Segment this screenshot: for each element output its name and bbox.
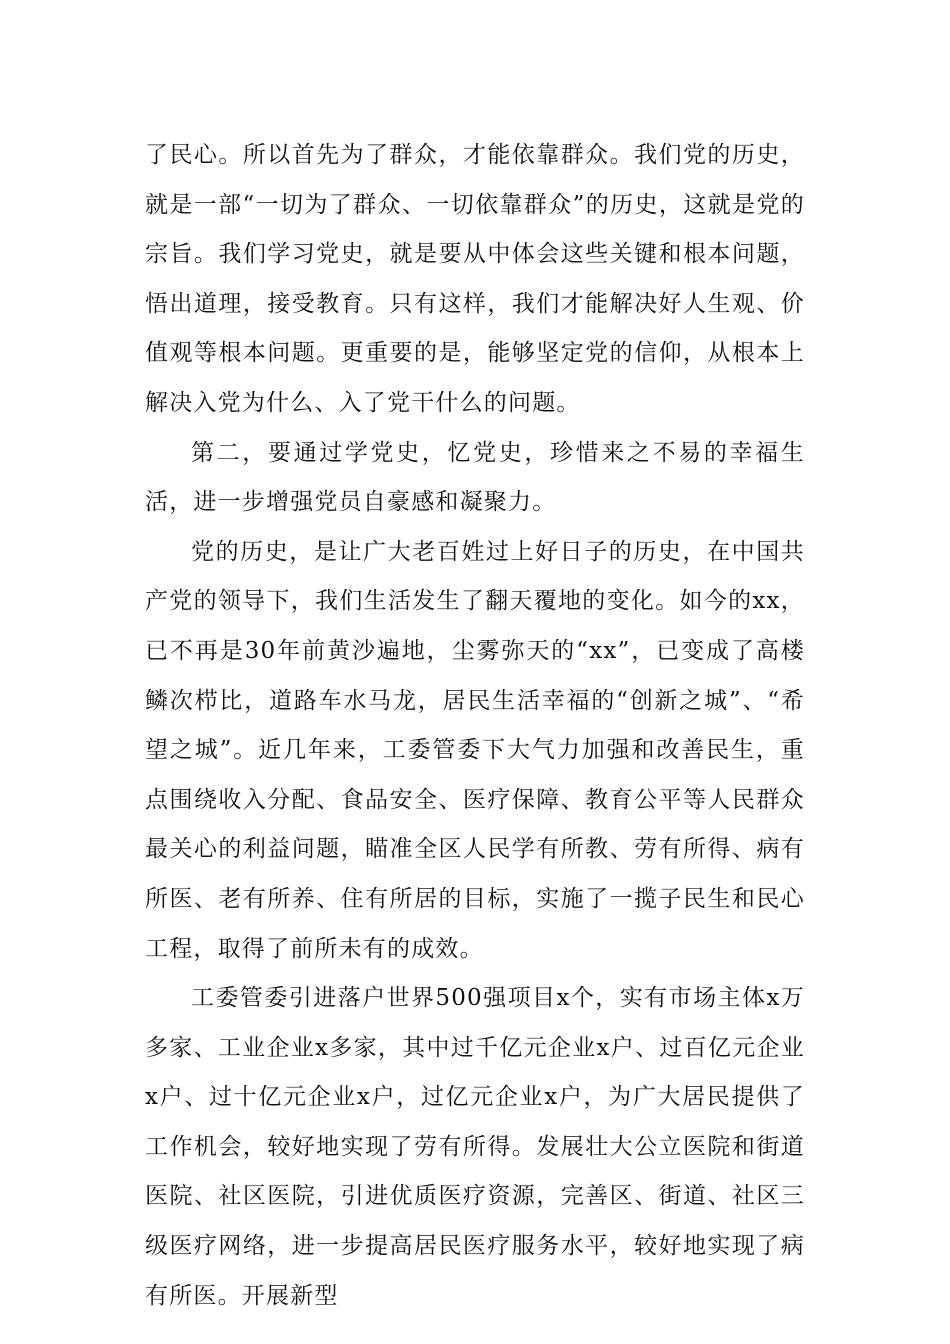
paragraph-achievements: 工委管委引进落户世界500强项目x个，实有市场主体x万多家、工业企业x多家，其中过千亿元企业x户、过百亿元企业x户、过十亿元企业x户，过亿元企业x户，为广大居民提供了工作机会，较好地实现了劳有所得。发展壮大公立医院和街道医院、社区医院，引进优质医疗资源，完善区、街道、社区三级医疗网络，进一步提高居民医疗服务水平，较好地实现了病有所医。开展新型 <box>145 985 805 1309</box>
paragraph-second-point-heading: 第二，要通过学党史，忆党史，珍惜来之不易的幸福生活，进一步增强党员自豪感和凝聚力。 <box>145 439 805 516</box>
document-body <box>145 131 805 1321</box>
paragraph-continuation: 了民心。所以首先为了群众，才能依靠群众。我们党的历史，就是一部“一切为了群众、一切依靠群众”的历史，这就是党的宗旨。我们学习党史，就是要从中体会这些关键和根本问题，悟出道理，接受教育。只有这样，我们才能解决好人生观、价值观等根本问题。更重要的是，能够坚定党的信仰，从根本上解决入党为什么、入了党干什么的问题。 <box>145 142 805 416</box>
paragraph-history-change: 党的历史，是让广大老百姓过上好日子的历史，在中国共产党的领导下，我们生活发生了翻天覆地的变化。如今的xx，已不再是30年前黄沙遍地，尘雾弥天的“xx”，已变成了高楼鳞次栉比，道路车水马龙，居民生活幸福的“创新之城”、“希望之城”。近几年来，工委管委下大气力加强和改善民生，重点围绕收入分配、食品安全、医疗保障、教育公平等人民群众最关心的利益问题，瞄准全区人民学有所教、劳有所得、病有所医、老有所养、住有所居的目标，实施了一揽子民生和民心工程，取得了前所未有的成效。 <box>145 538 805 962</box>
